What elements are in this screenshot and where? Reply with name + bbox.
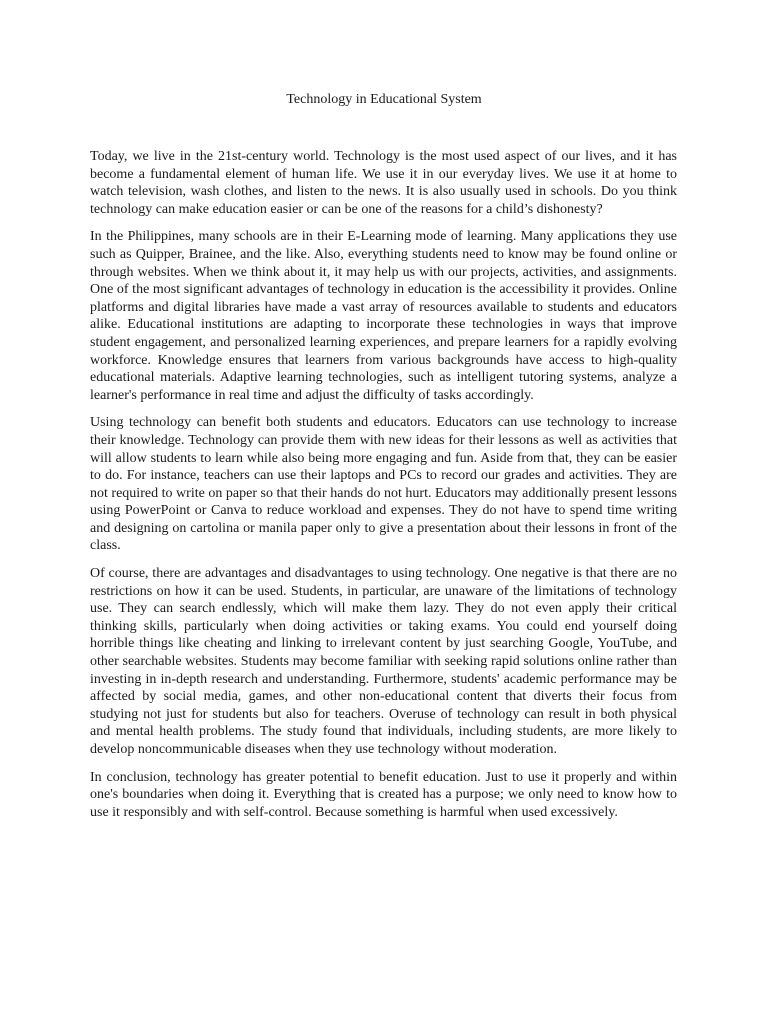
paragraph-introduction: Today, we live in the 21st-century world. Technology is the most used aspect of our lives, and it has become a fundamental element of human life. We use it in our everyday lives. We use it at home to watch television, wash clothes, and listen to the news. It is also usually used in schools. Do you think technology can make education easier or can be one of the reasons for a child’s dishonesty? [90,149,677,217]
paragraph-philippines-elearning: In the Philippines, many schools are in their E-Learning mode of learning. Many applications they use such as Quipper, Brainee, and the like. Also, everything students need to know may be found online or through websites. When we think about it, it may help us with our projects, activities, and assignments. One of the most significant advantages of technology in education is the accessibility it provides. Online platforms and digital libraries have made a vast array of resources available to students and educators alike. Educational institutions are adapting to incorporate these technologies in ways that improve student engagement, and personalized learning experiences, and prepare learners for a rapidly evolving workforce. Knowledge ensures that learners from various backgrounds have access to high-quality educational materials. Adaptive learning technologies, such as intelligent tutoring systems, analyze a learner's performance in real time and adjust the difficulty of tasks accordingly. [90,229,677,403]
document-body [90,148,677,831]
document-title: Technology in Educational System [286,92,482,107]
paragraph-conclusion: In conclusion, technology has greater potential to benefit education. Just to use it properly and within one's boundaries when doing it. Everything that is created has a purpose; we only need to know how to use it responsibly and with self-control. Because something is harmful when used excessively. [90,769,677,820]
paragraph-benefits-educators: Using technology can benefit both students and educators. Educators can use technology to increase their knowledge. Technology can provide them with new ideas for their lessons as well as activities that will allow students to learn while also being more engaging and fun. Aside from that, they can be easier to do. For instance, teachers can use their laptops and PCs to record our grades and activities. They are not required to write on paper so that their hands do not hurt. Educators may additionally present lessons using PowerPoint or Canva to reduce workload and expenses. They do not have to spend time writing and designing on cartolina or manila paper only to give a presentation about their lessons in front of the class. [90,415,677,554]
paragraph-disadvantages: Of course, there are advantages and disadvantages to using technology. One negative is that there are no restrictions on how it can be used. Students, in particular, are unaware of the limitations of technology use. They can search endlessly, which will make them lazy. They do not even apply their critical thinking skills, particularly when doing activities or taking exams. You could end yourself doing horrible things like cheating and linking to irrelevant content by just searching Google, YouTube, and other searchable websites. Students may become familiar with seeking rapid solutions online rather than investing in in-depth research and understanding. Furthermore, students' academic performance may be affected by social media, games, and other non-educational content that diverts their focus from studying not just for students but also for teachers. Overuse of technology can result in both physical and mental health problems. The study found that individuals, including students, are more likely to develop noncommunicable diseases when they use technology without moderation. [90,566,677,757]
